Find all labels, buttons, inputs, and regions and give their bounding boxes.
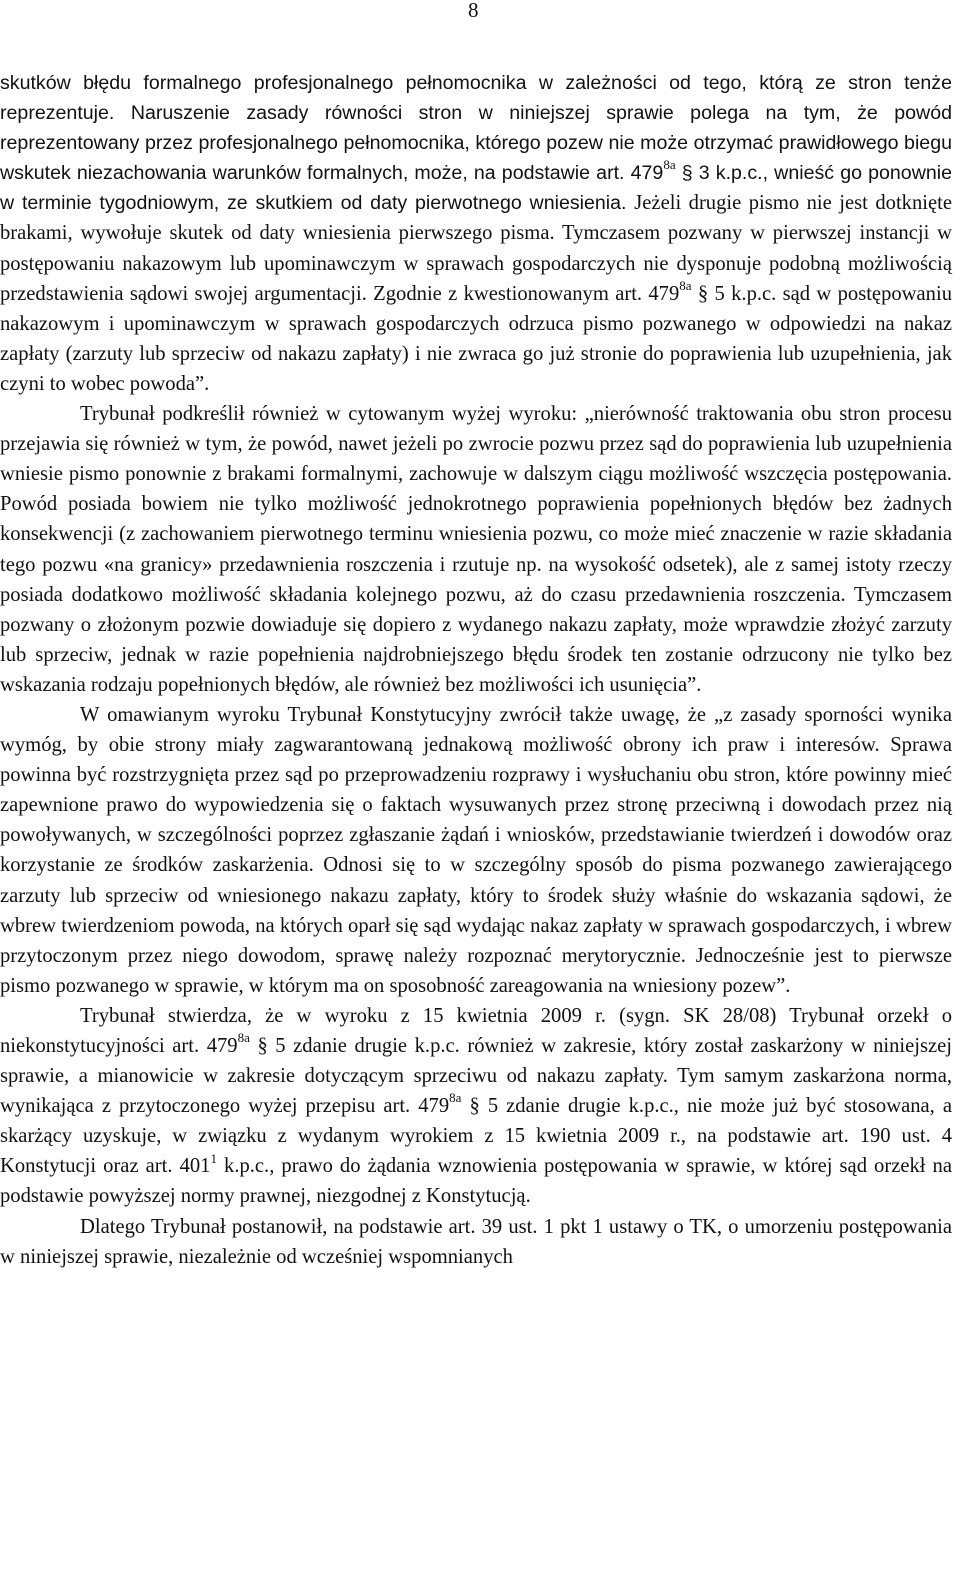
paragraph-1-sup-1: 8a (663, 157, 676, 173)
paragraph-4-sup-3: 1 (210, 1150, 217, 1166)
paragraph-1 (0, 68, 952, 399)
paragraph-2 (0, 399, 952, 700)
paragraph-1-sup-2: 8a (679, 277, 692, 293)
paragraph-1-text-a: skutków błędu formalnego profesjonalnego pełnomocnika w zależności od tego, którą ze stron tenże reprezentuje. (0, 72, 952, 125)
paragraph-5-text: Dlatego Trybunał postanowił, na podstawie art. 39 ust. 1 pkt 1 ustawy o TK, o umorzeniu postępowania w niniejszej sprawie, niezależnie od wcześniej wspomnianych (0, 1215, 952, 1268)
paragraph-1-text-d: Jeżeli drugie pismo nie jest dotknięte brakami, wywołuje skutek od daty wniesienia pierwszego pisma. Tymczasem pozwany w pierwszej instancji w postępowaniu nakazowym lub upominawczym w sprawach gospodarczych nie dysponuje podobną możliwością przedstawienia sądowi swojej argumentacji. Zgodnie z kwestionowanym art. 479 (0, 192, 952, 305)
paragraph-1-text-c: § 3 k.p.c., wnieść go ponownie w terminie tygodniowym, ze skutkiem od daty pierwotnego wniesienia. (0, 162, 952, 215)
paragraph-4-text-d: k.p.c., prawo do żądania wznowienia postępowania w sprawie, w której sąd orzekł na podstawie powyższej normy prawnej, niezgodnej z Konstytucją. (0, 1155, 952, 1208)
paragraph-4-sup-1: 8a (237, 1030, 250, 1046)
paragraph-3-text: W omawianym wyroku Trybunał Konstytucyjny zwrócił także uwagę, że „z zasady sporności wynika wymóg, by obie strony miały zagwarantowaną jednakową możliwość obrony ich praw i interesów. Sprawa powinna być rozstrzygnięta przez sąd po przeprowadzeniu rozprawy i wysłuchaniu obu stron, które powinny mieć zapewnione prawo do wypowiedzenia się o faktach wysuwanych przez stronę przeciwną i dowodach przez nią powoływanych, w szczególności poprzez zgłaszanie żądań i wniosków, przedstawianie twierdzeń i dowodów oraz korzystanie ze środków zaskarżenia. Odnosi się to w szczególny sposób do pisma pozwanego zawierającego zarzuty lub sprzeciw od wniesionego nakazu zapłaty, który to środek służy właśnie do wskazania sądowi, że wbrew twierdzeniom powoda, na których oparł się sąd wydając nakaz zapłaty w sprawach gospodarczych, i wbrew przytoczonym przez niego dowodom, sprawę należy rozpoznać merytorycznie. Jednocześnie jest to pierwsze pismo pozwanego w sprawie, w którym ma on sposobność zareagowania na wniesiony pozew”. (0, 703, 952, 997)
paragraph-1-text-b: Naruszenie zasady równości stron w niniejszej sprawie polega na tym, że powód reprezentowany przez profesjonalnego pełnomocnika, którego pozew nie może otrzymać prawidłowego biegu wskutek niezachowania warunków formalnych, może, na podstawie art. 479 (0, 102, 953, 185)
document-body (0, 68, 952, 1272)
paragraph-4-text-c: § 5 zdanie drugie k.p.c., nie może już być stosowana, a skarżący uzyskuje, w związku z wydanym wyrokiem z 15 kwietnia 2009 r., na podstawie art. 190 ust. 4 Konstytucji oraz art. 401 (0, 1095, 952, 1178)
paragraph-4 (0, 1001, 952, 1212)
paragraph-4-text-a: Trybunał stwierdza, że w wyroku z 15 kwietnia 2009 r. (sygn. SK 28/08) Trybunał orzekł o niekonstytucyjności art. 479 (0, 1004, 952, 1057)
paragraph-4-sup-2: 8a (449, 1090, 462, 1106)
paragraph-5 (0, 1212, 952, 1272)
paragraph-3 (0, 700, 952, 1001)
page-number-text: 8 (468, 0, 479, 22)
paragraph-1-text-e: § 5 k.p.c. sąd w postępowaniu nakazowym i upominawczym w sprawach gospodarczych odrzuca pismo pozwanego w odpowiedzi na nakaz zapłaty (zarzuty lub sprzeciw od nakazu zapłaty) i nie zwraca go już stronie do poprawienia lub uzupełnienia, jak czyni to wobec powoda”. (0, 282, 952, 395)
paragraph-2-text: Trybunał podkreślił również w cytowanym wyżej wyroku: „nierówność traktowania obu stron procesu przejawia się również w tym, że powód, nawet jeżeli po zwrocie pozwu przez sąd do poprawienia lub uzupełnienia wniesie pismo ponownie z brakami formalnymi, zachowuje w dalszym ciągu możliwość wszczęcia postępowania. Powód posiada bowiem nie tylko możliwość jednokrotnego poprawienia popełnionych błędów bez żadnych konsekwencji (z zachowaniem pierwotnego terminu wniesienia pozwu, co może mieć znaczenie w razie składania tego pozwu «na granicy» przedawnienia roszczenia i rzutuje np. na wysokość odsetek), ale z samej istoty rzeczy posiada dodatkowo możliwość składania kolejnego pozwu, aż do czasu przedawnienia roszczenia. Tymczasem pozwany o złożonym pozwie dowiaduje się dopiero z wydanego nakazu zapłaty, może wprawdzie złożyć zarzuty lub sprzeciw, jednak w razie popełnienia najdrobniejszego błędu środek ten zostanie odrzucony nie tylko bez wskazania rodzaju popełnionych błędów, ale również bez możliwości ich usunięcia”. (0, 403, 952, 696)
paragraph-4-text-b: § 5 zdanie drugie k.p.c. również w zakresie, który został zaskarżony w niniejszej sprawie, a mianowicie w zakresie dotyczącym sprzeciwu od nakazu zapłaty. Tym samym zaskarżona norma, wynikająca z przytoczonego wyżej przepisu art. 479 (0, 1035, 952, 1118)
